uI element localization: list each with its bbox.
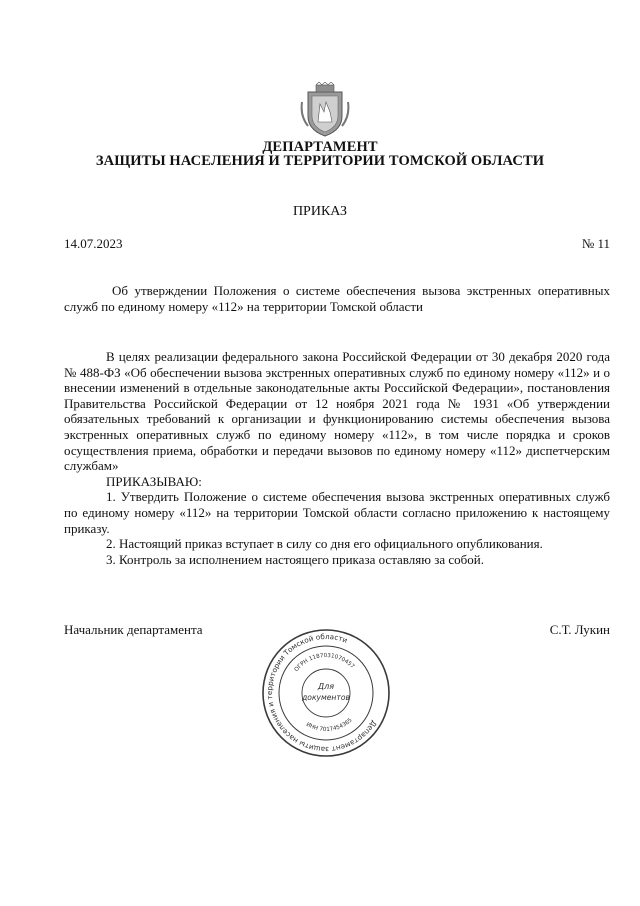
order-item-2: 2. Настоящий приказ вступает в силу со дня его официального опубликования. [106, 536, 543, 552]
stamp-outer-text: Департамент защиты населения и территории Томской области [264, 631, 379, 755]
preamble-paragraph: В целях реализации федерального закона Российской Федерации от 30 декабря 2020 года № 488-ФЗ «Об обеспечении вызова экстренных оперативных служб по единому номеру «112» и о внесении изменений в отдельные законодательные акты Российской Федерации», постановления Правительства Российской Федерации от 12 ноября 2021 года № 1931 «Об утверждении обязательных требований к организации и функционированию системы обеспечения вызова экстренных оперативных служб по единому номеру «112», в том числе порядка и сроков осуществления приема, обработки и передачи вызовов по единому номеру «112» диспетчерским службам» [64, 349, 610, 474]
coat-of-arms-icon [300, 82, 350, 138]
department-subtitle: ЗАЩИТЫ НАСЕЛЕНИЯ И ТЕРРИТОРИИ ТОМСКОЙ ОБЛАСТИ [95, 153, 545, 169]
document-body [64, 349, 610, 567]
signatory-position: Начальник департамента [64, 622, 203, 637]
svg-text:ОГРН 1187031070457 [294, 653, 356, 673]
official-stamp [260, 627, 392, 759]
stamp-center-line1: Для [317, 682, 335, 691]
document-date: 14.07.2023 [64, 236, 123, 251]
order-item-3: 3. Контроль за исполнением настоящего приказа оставляю за собой. [106, 551, 484, 567]
order-word: ПРИКАЗЫВАЮ: [106, 473, 202, 489]
department-title: ДЕПАРТАМЕНТ [262, 139, 378, 155]
signatory-name: С.Т. Лукин [549, 622, 610, 637]
order-item-1: 1. Утвердить Положение о системе обеспечения вызова экстренных оперативных служб по единому номеру «112» на территории Томской области согласно приложению к настоящему приказу. [64, 489, 610, 536]
stamp-center-line2: документов [302, 693, 350, 702]
document-subject: Об утверждении Положения о системе обеспечения вызова экстренных оперативных служб по единому номеру «112» на территории Томской области [64, 283, 610, 314]
document-type: ПРИКАЗ [292, 204, 348, 219]
stamp-inn: ИНН 7017454365 [304, 717, 354, 734]
document-number: № 11 [581, 236, 610, 251]
stamp-ogrn: ОГРН 1187031070457 [293, 652, 356, 674]
